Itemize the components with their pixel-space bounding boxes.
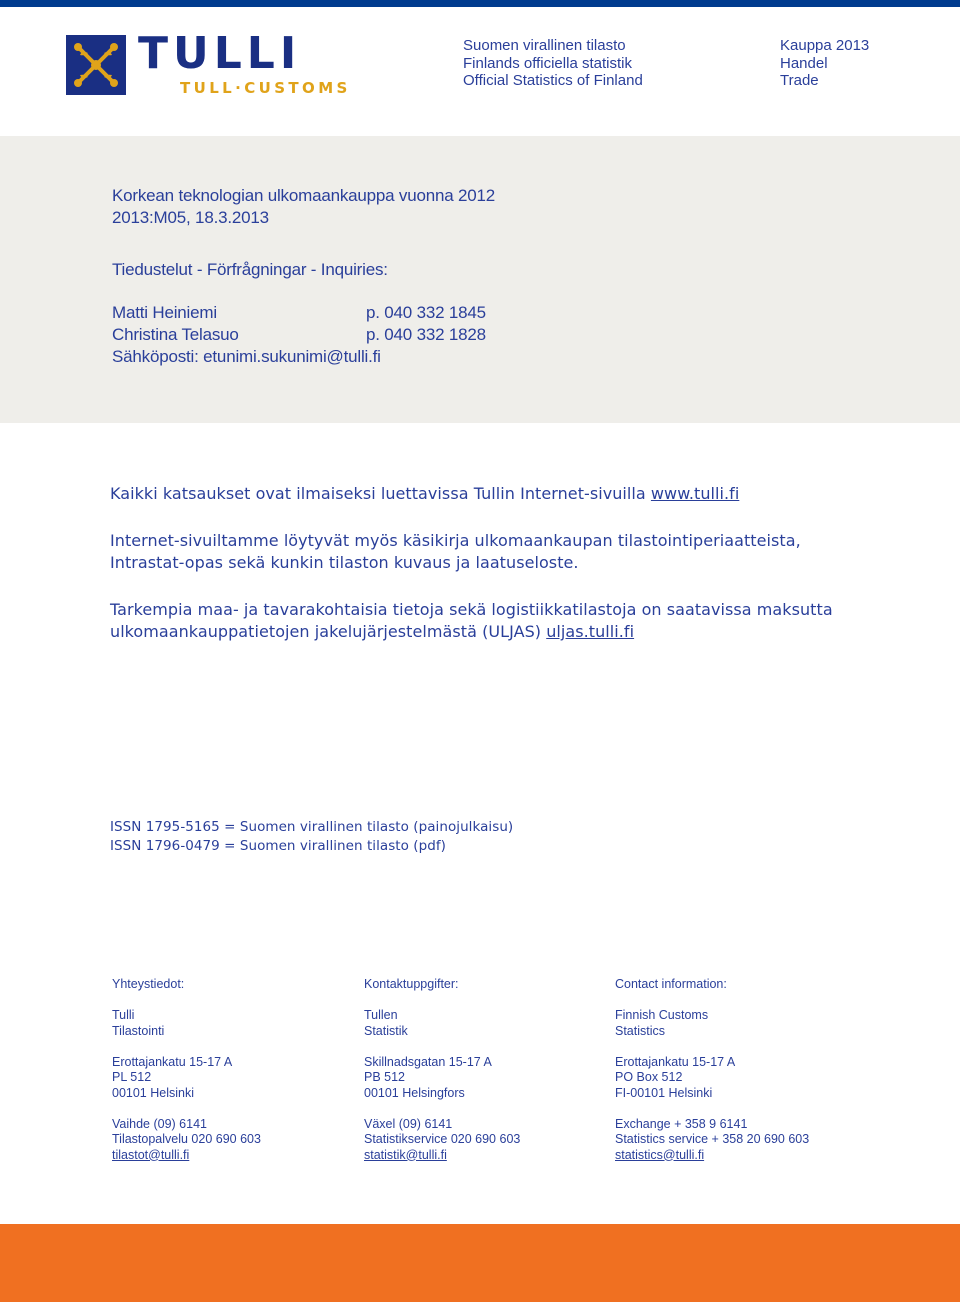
org-line: Tullen (364, 1008, 398, 1022)
address-line: FI-00101 Helsinki (615, 1085, 713, 1100)
contact-heading: Kontaktuppgifter: (364, 977, 459, 991)
contact-phone: p. 040 332 1845 (366, 303, 486, 322)
contact-phone: p. 040 332 1828 (366, 325, 486, 344)
address-line: Erottajankatu 15-17 A (112, 1054, 233, 1069)
contact-row (112, 324, 486, 346)
intro-paragraph-3 (110, 599, 910, 643)
contact-persons (112, 302, 486, 368)
contact-name: Matti Heiniemi (112, 303, 217, 322)
email-link[interactable]: statistik@tulli.fi (364, 1147, 447, 1162)
logo-wordmark: TULLI (138, 28, 302, 79)
address-line: PB 512 (364, 1070, 406, 1084)
email-link[interactable]: statistics@tulli.fi (615, 1147, 705, 1162)
category-label (780, 37, 869, 90)
org-line: Statistik (364, 1023, 408, 1038)
phone-line: Statistics service + 358 20 690 603 (615, 1132, 810, 1146)
official-line-sv: Finlands officiella statistik (463, 54, 632, 72)
contact-column-sv (364, 977, 604, 1163)
org-line: Statistics (615, 1023, 666, 1038)
contact-column-en (615, 977, 855, 1163)
contact-heading: Yhteystiedot: (112, 977, 185, 991)
category-line-en: Trade (780, 72, 819, 89)
official-line-fi: Suomen virallinen tilasto (463, 37, 626, 54)
contact-name: Christina Telasuo (112, 325, 239, 344)
tulli-logo (66, 28, 376, 99)
phone-line: Vaihde (09) 6141 (112, 1116, 207, 1131)
issn-pdf: ISSN 1796-0479 = Suomen virallinen tilasto (pdf) (110, 838, 446, 854)
address-line: 00101 Helsingfors (364, 1085, 465, 1100)
contact-column-fi (112, 977, 352, 1163)
address-line: Skillnadsgatan 15-17 A (364, 1054, 492, 1069)
contact-email: Sähköposti: etunimi.sukunimi@tulli.fi (112, 347, 381, 366)
phone-line: Växel (09) 6141 (364, 1116, 453, 1131)
inquiries-heading: Tiedustelut - Förfrågningar - Inquiries: (112, 260, 388, 279)
phone-line: Exchange + 358 9 6141 (615, 1116, 748, 1131)
org-line: Finnish Customs (615, 1008, 709, 1022)
issn-print: ISSN 1795-5165 = Suomen virallinen tilasto (painojulkaisu) (110, 819, 514, 835)
tulli-emblem-icon (66, 35, 126, 95)
address-line: PL 512 (112, 1070, 152, 1084)
address-line: PO Box 512 (615, 1070, 683, 1084)
category-line-sv: Handel (780, 54, 828, 72)
report-title: Korkean teknologian ulkomaankauppa vuonna 2012 (112, 186, 496, 205)
intro-text-3: Tarkempia maa- ja tavarakohtaisia tietoja sekä logistiikkatilastoja on saatavissa maksutta ulkomaankauppatietojen jakelujärjestelmästä (ULJAS) (110, 600, 833, 641)
category-line-fi: Kauppa 2013 (780, 37, 870, 54)
intro-paragraph-2: Internet-sivuiltamme löytyvät myös käsikirja ulkomaankaupan tilastointiperiaatteista, Intrastat-opas sekä kunkin tilaston kuvaus ja laatuseloste. (110, 531, 801, 572)
phone-line: Statistikservice 020 690 603 (364, 1132, 521, 1146)
logo-subtitle: TULL·CUSTOMS (180, 79, 351, 97)
address-line: 00101 Helsinki (112, 1085, 194, 1100)
contact-row (112, 302, 486, 324)
org-line: Tilastointi (112, 1023, 165, 1038)
tulli-website-link[interactable]: www.tulli.fi (650, 484, 740, 503)
top-brand-bar (0, 0, 960, 7)
uljas-link[interactable]: uljas.tulli.fi (546, 622, 635, 641)
org-line: Tulli (112, 1008, 135, 1022)
report-title-block (112, 185, 495, 229)
phone-line: Tilastopalvelu 020 690 603 (112, 1132, 261, 1146)
official-statistics-label (463, 37, 643, 90)
official-line-en: Official Statistics of Finland (463, 72, 643, 89)
intro-text-1: Kaikki katsaukset ovat ilmaiseksi luettavissa Tullin Internet-sivuilla (110, 484, 651, 503)
bottom-brand-bar (0, 1224, 960, 1302)
contact-heading: Contact information: (615, 977, 727, 991)
issn-block (110, 818, 513, 856)
address-line: Erottajankatu 15-17 A (615, 1054, 736, 1069)
email-link[interactable]: tilastot@tulli.fi (112, 1147, 190, 1162)
intro-paragraph-1 (110, 483, 739, 505)
report-code: 2013:M05, 18.3.2013 (112, 208, 269, 227)
